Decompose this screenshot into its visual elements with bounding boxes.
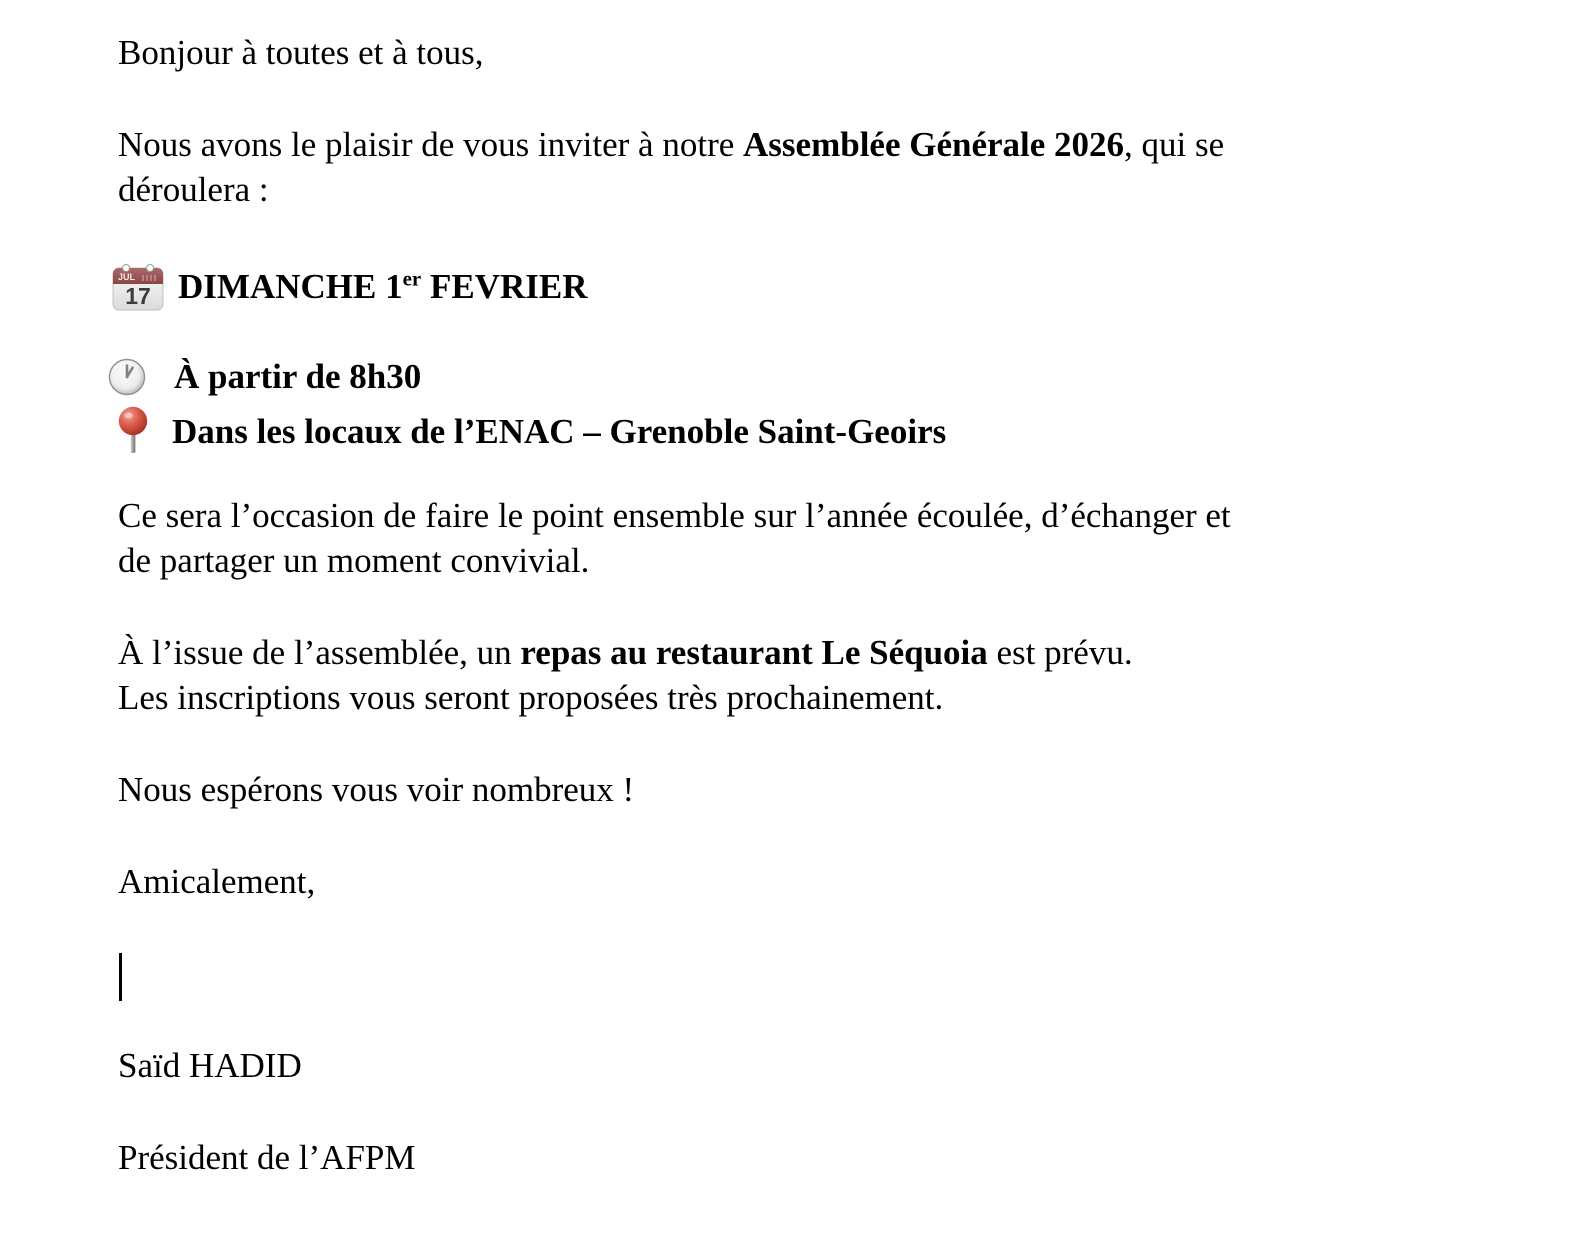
greeting-text: Bonjour à toutes et à tous, [118, 33, 484, 72]
closing-text: Amicalement, [118, 862, 316, 901]
invitation-text-1: Nous avons le plaisir de vous inviter à notre [118, 125, 744, 164]
event-time-text: À partir de 8h30 [174, 357, 422, 396]
occasion-line-1: Ce sera l’occasion de faire le point ensemble sur l’année écoulée, d’échanger et [118, 496, 1231, 535]
text-cursor [119, 953, 122, 1001]
signature-title-line [118, 1135, 1438, 1180]
event-date-post: FEVRIER [421, 267, 588, 306]
invitation-text-3: déroulera : [118, 170, 269, 209]
event-date-pre: DIMANCHE 1 [178, 267, 403, 306]
meal-paragraph [118, 630, 1438, 720]
greeting-line [118, 30, 1438, 75]
event-date-ordinal: er [402, 266, 422, 291]
calendar-month-label: JUL [118, 271, 136, 282]
invitation-text-2: , qui se [1124, 125, 1225, 164]
closing-line [118, 859, 1438, 904]
calendar-day-label: 17 [125, 282, 151, 309]
empty-line-with-cursor [118, 951, 1438, 996]
occasion-paragraph [118, 493, 1438, 583]
event-date-text [178, 259, 588, 314]
pin-icon [118, 405, 148, 459]
invitation-highlight: Assemblée Générale 2026 [743, 125, 1125, 164]
event-location-line [118, 404, 1438, 459]
event-location-text: Dans les locaux de l’ENAC – Grenoble Saint-Geoirs [172, 412, 947, 451]
event-time-line [108, 349, 1438, 404]
hope-text: Nous espérons vous voir nombreux ! [118, 770, 635, 809]
signature-name: Saïd HADID [118, 1046, 302, 1085]
invitation-paragraph [118, 122, 1438, 212]
meal-line-2: Les inscriptions vous seront proposées très prochainement. [118, 678, 944, 717]
meal-text-1: À l’issue de l’assemblée, un [118, 633, 521, 672]
meal-highlight: repas au restaurant Le Séquoia [520, 633, 988, 672]
occasion-line-2: de partager un moment convivial. [118, 541, 590, 580]
hope-line [118, 767, 1438, 812]
event-date-line [112, 259, 1438, 314]
signature-title: Président de l’AFPM [118, 1138, 416, 1177]
clock-icon [108, 358, 146, 396]
calendar-icon [112, 263, 164, 311]
signature-name-line [118, 1043, 1438, 1088]
meal-text-2: est prévu. [987, 633, 1133, 672]
